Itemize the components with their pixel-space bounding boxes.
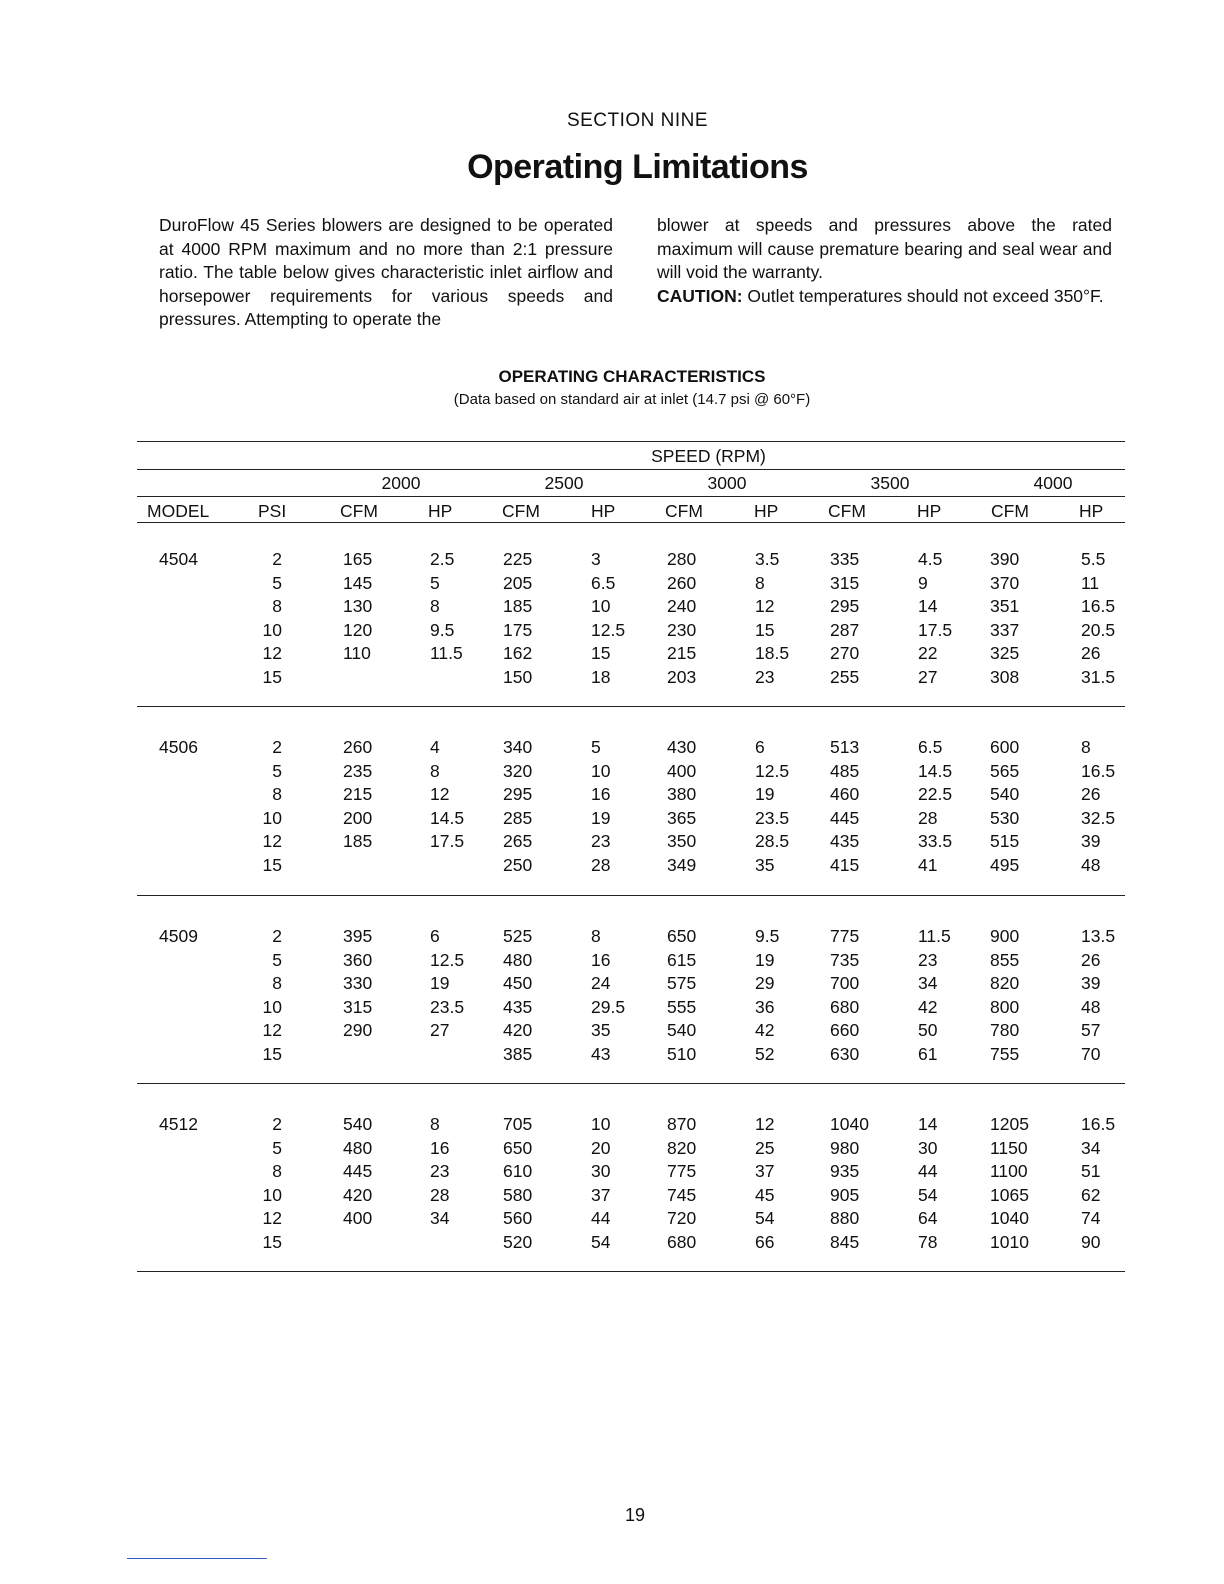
cell-cfm-2000: 330 <box>343 973 373 993</box>
cell-hp-2500: 24 <box>591 973 611 993</box>
cell-hp-2500: 54 <box>591 1231 611 1252</box>
cell-hp-2000: 23.5 <box>430 996 465 1017</box>
cell-cfm-2000: 200 <box>343 807 373 828</box>
header-hp-4000: HP <box>1079 501 1104 521</box>
cell-hp-2000: 19 <box>430 973 450 993</box>
cell-hp-2000: 17.5 <box>430 831 465 851</box>
cell-hp-3500: 64 <box>918 1208 938 1228</box>
cell-cfm-4000: 515 <box>990 831 1020 851</box>
cell-hp-4000: 32.5 <box>1081 807 1116 828</box>
cell-cfm-2000: 185 <box>343 831 373 851</box>
cell-psi: 10 <box>262 1184 282 1205</box>
footer-line <box>127 1558 267 1559</box>
cell-hp-3500: 33.5 <box>918 831 953 851</box>
cell-hp-3000: 23 <box>755 666 775 687</box>
speed-header: SPEED (RPM) <box>651 446 766 466</box>
group-rule <box>137 1083 1125 1084</box>
cell-cfm-4000: 390 <box>990 549 1020 569</box>
cell-hp-2000: 12.5 <box>430 949 465 970</box>
cell-cfm-3500: 1040 <box>830 1114 869 1134</box>
cell-hp-2500: 29.5 <box>591 996 626 1017</box>
cell-cfm-3000: 540 <box>667 1020 697 1040</box>
cell-cfm-3000: 215 <box>667 643 697 663</box>
cell-cfm-4000: 325 <box>990 643 1020 663</box>
cell-cfm-4000: 755 <box>990 1043 1020 1064</box>
cell-cfm-2500: 420 <box>503 1020 533 1040</box>
cell-cfm-2500: 295 <box>503 784 533 804</box>
caution-label: CAUTION: <box>657 285 743 306</box>
cell-cfm-3500: 315 <box>830 572 860 593</box>
cell-cfm-3000: 870 <box>667 1114 697 1134</box>
cell-cfm-2500: 285 <box>503 807 533 828</box>
cell-hp-3000: 28.5 <box>755 831 790 851</box>
table-subtitle: (Data based on standard air at inlet (14.7 psi @ 60°F) <box>453 391 811 408</box>
cell-hp-3500: 22.5 <box>918 784 953 804</box>
cell-psi: 8 <box>272 596 282 616</box>
speed-2000: 2000 <box>381 473 421 493</box>
header-cfm-3000: CFM <box>665 501 703 521</box>
cell-cfm-2500: 385 <box>503 1043 533 1064</box>
cell-cfm-4000: 1205 <box>990 1114 1029 1134</box>
cell-hp-3500: 14 <box>918 596 938 616</box>
cell-cfm-3000: 575 <box>667 973 697 993</box>
header-cfm-2500: CFM <box>502 501 540 521</box>
cell-hp-3500: 27 <box>918 666 938 687</box>
cell-cfm-3000: 230 <box>667 619 697 640</box>
cell-cfm-4000: 800 <box>990 996 1020 1017</box>
cell-hp-4000: 16.5 <box>1081 1114 1116 1134</box>
header-psi: PSI <box>258 501 287 521</box>
cell-cfm-2500: 560 <box>503 1208 533 1228</box>
cell-cfm-3000: 745 <box>667 1184 697 1205</box>
cell-hp-4000: 8 <box>1081 737 1091 757</box>
cell-psi: 12 <box>262 831 282 851</box>
cell-cfm-3000: 350 <box>667 831 697 851</box>
cell-cfm-3500: 295 <box>830 596 860 616</box>
cell-hp-3000: 19 <box>755 949 775 970</box>
model-number: 4506 <box>159 737 198 757</box>
cell-cfm-3500: 935 <box>830 1161 860 1181</box>
cell-psi: 10 <box>262 996 282 1017</box>
cell-cfm-3000: 650 <box>667 926 697 946</box>
cell-hp-2500: 23 <box>591 831 611 851</box>
cell-hp-4000: 5.5 <box>1081 549 1106 569</box>
cell-hp-3000: 25 <box>755 1137 775 1158</box>
cell-hp-2500: 10 <box>591 1114 611 1134</box>
cell-hp-2500: 8 <box>591 926 601 946</box>
model-number: 4504 <box>159 549 198 569</box>
cell-hp-3000: 36 <box>755 996 775 1017</box>
table-top-rule <box>137 441 1125 442</box>
cell-cfm-2000: 540 <box>343 1114 373 1134</box>
cell-cfm-3500: 700 <box>830 973 860 993</box>
cell-cfm-2000: 360 <box>343 949 373 970</box>
header-cfm-2000: CFM <box>340 501 378 521</box>
cell-hp-2500: 3 <box>591 549 601 569</box>
cell-hp-3000: 29 <box>755 973 775 993</box>
cell-psi: 15 <box>262 666 282 687</box>
cell-hp-3500: 11.5 <box>918 926 951 946</box>
group-rule <box>137 706 1125 707</box>
cell-cfm-4000: 1065 <box>990 1184 1029 1205</box>
speed-rule <box>137 469 1125 470</box>
cell-cfm-2500: 205 <box>503 572 533 593</box>
header-hp-2000: HP <box>428 501 453 521</box>
header-hp-3500: HP <box>917 501 942 521</box>
cell-cfm-3000: 240 <box>667 596 697 616</box>
cell-cfm-2500: 150 <box>503 666 533 687</box>
cell-hp-3000: 54 <box>755 1208 775 1228</box>
cell-cfm-2000: 235 <box>343 760 373 781</box>
cell-cfm-2500: 580 <box>503 1184 533 1205</box>
speed-2500: 2500 <box>544 473 584 493</box>
cell-hp-2500: 43 <box>591 1043 611 1064</box>
cell-cfm-3000: 430 <box>667 737 697 757</box>
cell-cfm-2000: 215 <box>343 784 373 804</box>
cell-cfm-3000: 203 <box>667 666 697 687</box>
cell-cfm-3000: 555 <box>667 996 697 1017</box>
cell-hp-3500: 14.5 <box>918 760 953 781</box>
cell-cfm-2500: 250 <box>503 854 533 875</box>
cell-cfm-2000: 315 <box>343 996 373 1017</box>
cell-hp-3000: 45 <box>755 1184 775 1205</box>
cell-cfm-2000: 165 <box>343 549 373 569</box>
cell-hp-2000: 9.5 <box>430 619 455 640</box>
page-number: 19 <box>624 1505 646 1525</box>
header-hp-2500: HP <box>591 501 616 521</box>
cell-hp-4000: 20.5 <box>1081 619 1116 640</box>
cell-cfm-2500: 185 <box>503 596 533 616</box>
cell-cfm-3500: 680 <box>830 996 860 1017</box>
cell-cfm-3500: 630 <box>830 1043 860 1064</box>
cell-hp-4000: 13.5 <box>1081 926 1116 946</box>
cell-cfm-4000: 1150 <box>990 1137 1028 1158</box>
cell-hp-2000: 27 <box>430 1020 450 1040</box>
cell-cfm-2500: 520 <box>503 1231 533 1252</box>
cell-psi: 5 <box>272 949 282 970</box>
cell-psi: 2 <box>272 549 282 569</box>
cell-hp-3000: 23.5 <box>755 807 790 828</box>
model-number: 4512 <box>159 1114 198 1134</box>
cell-hp-2500: 16 <box>591 949 611 970</box>
intro-paragraph-left: DuroFlow 45 Series blowers are designed to be operated at 4000 RPM maximum and no more than 2:1 pressure ratio. The table below gives characteristic inlet airflow and horsepower requirements for various speeds and pressures. Attempting to operate the <box>159 215 613 329</box>
cell-hp-3500: 78 <box>918 1231 938 1252</box>
cell-hp-3000: 15 <box>755 619 775 640</box>
cell-hp-2500: 6.5 <box>591 572 616 593</box>
cell-hp-2500: 30 <box>591 1161 611 1181</box>
cell-cfm-2000: 395 <box>343 926 373 946</box>
cell-cfm-2500: 705 <box>503 1114 533 1134</box>
cell-cfm-4000: 1010 <box>990 1231 1029 1252</box>
cell-hp-2000: 6 <box>430 926 440 946</box>
cell-psi: 12 <box>262 643 282 663</box>
cell-cfm-2000: 260 <box>343 737 373 757</box>
cell-hp-3500: 22 <box>918 643 938 663</box>
cell-cfm-3500: 460 <box>830 784 860 804</box>
cell-hp-3000: 66 <box>755 1231 775 1252</box>
cell-hp-4000: 51 <box>1081 1161 1101 1181</box>
cell-cfm-3500: 445 <box>830 807 860 828</box>
cell-hp-4000: 11 <box>1081 572 1100 593</box>
cell-cfm-4000: 370 <box>990 572 1020 593</box>
cell-hp-3500: 30 <box>918 1137 938 1158</box>
cell-hp-4000: 48 <box>1081 996 1101 1017</box>
cell-cfm-3500: 880 <box>830 1208 860 1228</box>
cell-cfm-4000: 600 <box>990 737 1020 757</box>
header-hp-3000: HP <box>754 501 779 521</box>
cell-hp-3500: 17.5 <box>918 619 953 640</box>
cell-cfm-3500: 287 <box>830 619 860 640</box>
cell-hp-2500: 10 <box>591 596 611 616</box>
cell-hp-2000: 11.5 <box>430 643 463 663</box>
cell-hp-4000: 62 <box>1081 1184 1101 1205</box>
cell-cfm-4000: 1040 <box>990 1208 1029 1228</box>
cell-cfm-2000: 445 <box>343 1161 373 1181</box>
cell-cfm-3000: 615 <box>667 949 697 970</box>
cell-psi: 15 <box>262 1231 282 1252</box>
cell-hp-2500: 15 <box>591 643 611 663</box>
cell-psi: 8 <box>272 1161 282 1181</box>
cell-hp-4000: 16.5 <box>1081 760 1116 781</box>
cell-hp-3000: 42 <box>755 1020 775 1040</box>
cell-cfm-4000: 495 <box>990 854 1020 875</box>
cell-cfm-2000: 420 <box>343 1184 373 1205</box>
group-rule <box>137 895 1125 896</box>
speed-3000: 3000 <box>707 473 747 493</box>
cell-cfm-4000: 780 <box>990 1020 1020 1040</box>
cell-cfm-4000: 351 <box>990 596 1020 616</box>
cell-cfm-3000: 365 <box>667 807 697 828</box>
cell-hp-3000: 3.5 <box>755 549 780 569</box>
speed-4000: 4000 <box>1033 473 1073 493</box>
cell-hp-4000: 39 <box>1081 831 1101 851</box>
cell-cfm-2000: 120 <box>343 619 373 640</box>
cell-hp-2000: 2.5 <box>430 549 455 569</box>
cell-hp-4000: 31.5 <box>1081 666 1116 687</box>
cell-hp-2500: 18 <box>591 666 611 687</box>
cell-hp-3500: 9 <box>918 572 928 593</box>
cell-cfm-3500: 775 <box>830 926 860 946</box>
cell-hp-4000: 26 <box>1081 949 1101 970</box>
cell-psi: 10 <box>262 807 282 828</box>
cell-psi: 8 <box>272 973 282 993</box>
table-title: OPERATING CHARACTERISTICS <box>498 367 766 386</box>
cell-hp-3000: 12 <box>755 596 775 616</box>
cell-hp-3000: 6 <box>755 737 765 757</box>
cell-hp-2000: 28 <box>430 1184 450 1205</box>
cell-cfm-4000: 565 <box>990 760 1020 781</box>
cell-psi: 12 <box>262 1020 282 1040</box>
cell-hp-2000: 14.5 <box>430 807 465 828</box>
cell-cfm-3500: 735 <box>830 949 860 970</box>
cell-cfm-2500: 480 <box>503 949 533 970</box>
header-rule <box>137 522 1125 523</box>
cell-cfm-3000: 349 <box>667 854 697 875</box>
cell-hp-4000: 57 <box>1081 1020 1101 1040</box>
cell-hp-4000: 48 <box>1081 854 1101 875</box>
cell-psi: 10 <box>262 619 282 640</box>
cell-hp-3500: 41 <box>918 854 938 875</box>
cell-hp-4000: 74 <box>1081 1208 1101 1228</box>
cell-hp-2000: 34 <box>430 1208 450 1228</box>
cell-hp-3500: 14 <box>918 1114 938 1134</box>
cell-cfm-3000: 680 <box>667 1231 697 1252</box>
cell-cfm-3500: 270 <box>830 643 860 663</box>
cell-hp-3500: 54 <box>918 1184 938 1205</box>
cell-hp-3000: 52 <box>755 1043 775 1064</box>
cell-hp-3500: 6.5 <box>918 737 943 757</box>
cell-hp-2500: 16 <box>591 784 611 804</box>
cell-psi: 5 <box>272 1137 282 1158</box>
cell-cfm-3500: 485 <box>830 760 860 781</box>
table-bottom-rule <box>137 1271 1125 1272</box>
cell-cfm-3000: 820 <box>667 1137 697 1158</box>
cell-cfm-2000: 110 <box>343 643 371 663</box>
cell-cfm-3000: 260 <box>667 572 697 593</box>
cell-cfm-3500: 335 <box>830 549 860 569</box>
cell-hp-2000: 23 <box>430 1161 450 1181</box>
cell-psi: 5 <box>272 760 282 781</box>
cell-hp-2500: 19 <box>591 807 611 828</box>
cell-hp-3000: 9.5 <box>755 926 780 946</box>
cell-cfm-4000: 855 <box>990 949 1020 970</box>
cell-hp-2500: 37 <box>591 1184 611 1205</box>
cell-hp-2500: 44 <box>591 1208 611 1228</box>
cell-cfm-2500: 610 <box>503 1161 533 1181</box>
speed-3500: 3500 <box>870 473 910 493</box>
cell-hp-2500: 10 <box>591 760 611 781</box>
intro-paragraph-right <box>657 214 1112 308</box>
cell-cfm-2500: 525 <box>503 926 533 946</box>
cell-cfm-3500: 660 <box>830 1020 860 1040</box>
cell-hp-2000: 16 <box>430 1137 450 1158</box>
cell-hp-4000: 39 <box>1081 973 1101 993</box>
cell-cfm-3000: 280 <box>667 549 697 569</box>
cell-hp-2500: 28 <box>591 854 611 875</box>
cell-hp-2000: 8 <box>430 760 440 781</box>
cell-hp-2500: 20 <box>591 1137 611 1158</box>
cell-cfm-4000: 820 <box>990 973 1020 993</box>
cell-hp-2000: 8 <box>430 596 440 616</box>
cell-hp-4000: 16.5 <box>1081 596 1116 616</box>
cell-cfm-3000: 720 <box>667 1208 697 1228</box>
cell-cfm-3500: 415 <box>830 854 860 875</box>
cell-psi: 5 <box>272 572 282 593</box>
cell-cfm-2000: 480 <box>343 1137 373 1158</box>
cell-hp-2000: 8 <box>430 1114 440 1134</box>
cell-cfm-2500: 265 <box>503 831 533 851</box>
model-number: 4509 <box>159 926 198 946</box>
cell-hp-3000: 37 <box>755 1161 775 1181</box>
cell-cfm-3500: 513 <box>830 737 860 757</box>
cell-psi: 2 <box>272 1114 282 1134</box>
cell-cfm-4000: 308 <box>990 666 1020 687</box>
header-cfm-3500: CFM <box>828 501 866 521</box>
cell-cfm-2000: 130 <box>343 596 373 616</box>
cell-hp-2500: 35 <box>591 1020 611 1040</box>
cell-hp-4000: 26 <box>1081 643 1101 663</box>
cell-cfm-3000: 400 <box>667 760 697 781</box>
cell-hp-3500: 50 <box>918 1020 938 1040</box>
cell-hp-3500: 44 <box>918 1161 938 1181</box>
cell-psi: 15 <box>262 1043 282 1064</box>
intro-right-text: blower at speeds and pressures above the rated maximum will cause premature bearing and seal wear and will void the warranty. <box>657 215 1112 282</box>
header-cfm-4000: CFM <box>991 501 1029 521</box>
cell-hp-3000: 35 <box>755 854 775 875</box>
header-model: MODEL <box>147 501 210 521</box>
cell-cfm-2000: 290 <box>343 1020 373 1040</box>
cell-hp-3000: 12 <box>755 1114 775 1134</box>
cell-cfm-3000: 775 <box>667 1161 697 1181</box>
cell-hp-3000: 19 <box>755 784 775 804</box>
cell-cfm-3500: 255 <box>830 666 860 687</box>
cell-hp-3500: 42 <box>918 996 938 1017</box>
cell-hp-4000: 90 <box>1081 1231 1101 1252</box>
cell-hp-2500: 5 <box>591 737 601 757</box>
cell-cfm-2500: 450 <box>503 973 533 993</box>
cell-cfm-4000: 900 <box>990 926 1020 946</box>
cell-cfm-2500: 225 <box>503 549 533 569</box>
cell-cfm-3000: 510 <box>667 1043 697 1064</box>
cell-hp-2000: 12 <box>430 784 450 804</box>
page-title: Operating Limitations <box>467 148 808 186</box>
cell-cfm-3500: 435 <box>830 831 860 851</box>
cell-psi: 2 <box>272 737 282 757</box>
cell-cfm-2500: 340 <box>503 737 533 757</box>
cell-psi: 15 <box>262 854 282 875</box>
cell-cfm-3500: 905 <box>830 1184 860 1205</box>
cell-cfm-2500: 650 <box>503 1137 533 1158</box>
cell-cfm-2500: 162 <box>503 643 533 663</box>
cell-hp-3000: 18.5 <box>755 643 790 663</box>
cell-psi: 12 <box>262 1208 282 1228</box>
cell-hp-3000: 12.5 <box>755 760 790 781</box>
cell-cfm-4000: 540 <box>990 784 1020 804</box>
cell-hp-3500: 4.5 <box>918 549 943 569</box>
cell-hp-4000: 34 <box>1081 1137 1101 1158</box>
cell-hp-2000: 4 <box>430 737 440 757</box>
cell-psi: 8 <box>272 784 282 804</box>
cell-hp-3500: 23 <box>918 949 938 970</box>
cell-cfm-2500: 320 <box>503 760 533 781</box>
cell-cfm-3500: 980 <box>830 1137 860 1158</box>
cell-hp-2000: 5 <box>430 572 440 593</box>
section-label: SECTION NINE <box>566 110 709 131</box>
cell-cfm-4000: 337 <box>990 619 1020 640</box>
cell-cfm-2500: 175 <box>503 619 533 640</box>
cell-cfm-2000: 145 <box>343 572 373 593</box>
cell-cfm-3500: 845 <box>830 1231 860 1252</box>
cell-cfm-2500: 435 <box>503 996 533 1017</box>
cell-hp-3500: 28 <box>918 807 938 828</box>
cell-hp-4000: 26 <box>1081 784 1101 804</box>
cell-hp-3500: 34 <box>918 973 938 993</box>
cell-cfm-4000: 1100 <box>990 1161 1028 1181</box>
cell-cfm-3000: 380 <box>667 784 697 804</box>
cell-hp-3000: 8 <box>755 572 765 593</box>
cell-hp-4000: 70 <box>1081 1043 1101 1064</box>
cell-hp-3500: 61 <box>918 1043 938 1064</box>
cell-psi: 2 <box>272 926 282 946</box>
cell-hp-2500: 12.5 <box>591 619 626 640</box>
cell-cfm-2000: 400 <box>343 1208 373 1228</box>
cell-cfm-4000: 530 <box>990 807 1020 828</box>
rpm-rule <box>137 496 1125 497</box>
caution-text: Outlet temperatures should not exceed 350°F. <box>742 285 1104 306</box>
